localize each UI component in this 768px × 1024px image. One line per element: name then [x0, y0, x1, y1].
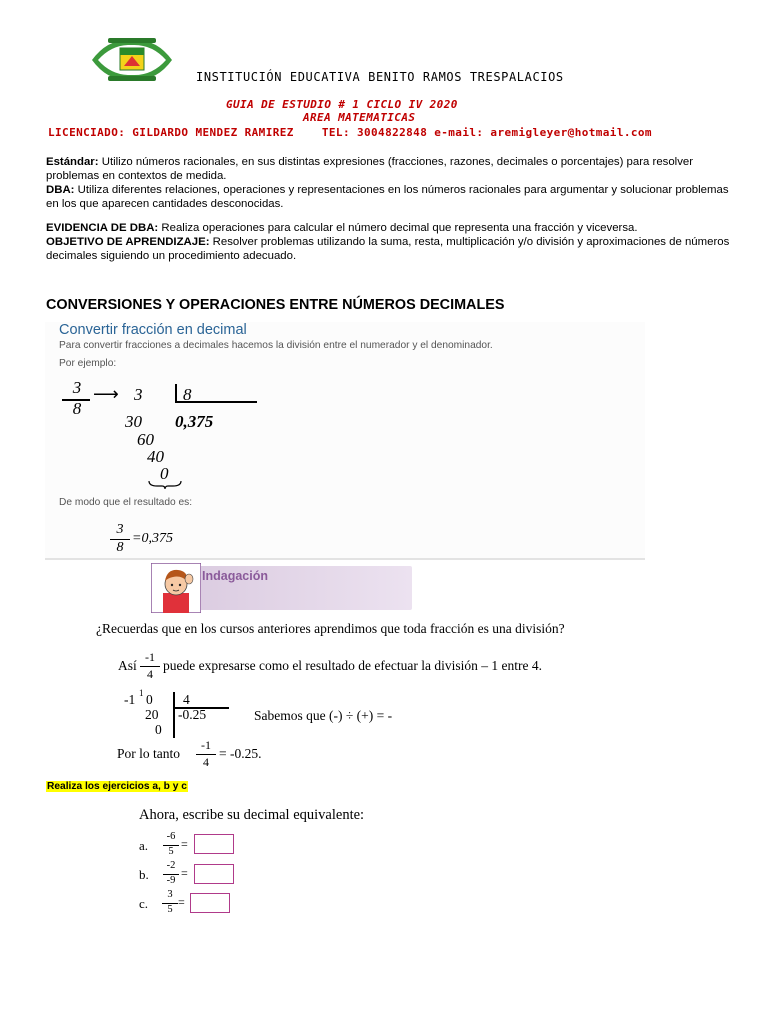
- conclusion-value: = -0.25.: [219, 746, 262, 761]
- dba-label: DBA:: [46, 184, 75, 196]
- exercise-a-num: -6: [166, 831, 176, 842]
- division-bracket: [175, 384, 177, 402]
- long-div-zero: 0: [146, 692, 153, 707]
- exercise-c-eq: =: [178, 895, 185, 909]
- convert-title: Convertir fracción en decimal: [59, 322, 247, 338]
- exercise-b-answer-box[interactable]: [194, 864, 234, 884]
- exercise-a-den: 5: [168, 846, 174, 857]
- step-2: 60: [137, 430, 154, 449]
- exercise-c-answer-box[interactable]: [190, 893, 230, 913]
- long-div-superscript: 1: [139, 688, 144, 698]
- exercise-prompt: Ahora, escribe su decimal equivalente:: [139, 807, 365, 823]
- dba-text: Utiliza diferentes relaciones, operaciones y representaciones en los números racionales para argumentar y solucionar problemas en los que aparecen cantidades desconocidas.: [46, 184, 729, 210]
- result-label: De modo que el resultado es:: [59, 497, 193, 508]
- convert-subtitle: Para convertir fracciones a decimales hacemos la división entre el numerador y el denominador.: [59, 340, 493, 351]
- area-title: AREA MATEMATICAS: [303, 111, 416, 124]
- quotient: 0,375: [175, 412, 214, 431]
- step-4: 0: [160, 464, 169, 483]
- exercise-a-answer-box[interactable]: [194, 834, 234, 854]
- step-3: 40: [147, 447, 164, 466]
- exercise-instruction: Realiza los ejercicios a, b y c: [47, 781, 187, 792]
- asi-label: Así: [118, 658, 137, 673]
- exercise-a-letter: a.: [139, 838, 149, 853]
- objective-paragraph: [46, 235, 732, 263]
- institution-name: INSTITUCIÓN EDUCATIVA BENITO RAMOS TRESPALACIOS: [196, 70, 564, 84]
- standard-paragraph: [46, 155, 732, 183]
- long-div-divisor: 4: [183, 692, 190, 707]
- long-div-bracket: [173, 692, 175, 738]
- thinking-boy-icon: [151, 563, 201, 613]
- long-div-dividend: -1: [124, 692, 136, 707]
- example-label: Por ejemplo:: [59, 358, 117, 369]
- inquiry-frac-den: 4: [147, 667, 153, 681]
- long-div-remainder: 0: [155, 722, 162, 737]
- result-value: =0,375: [132, 531, 173, 546]
- inquiry-frac-num: -1: [145, 650, 155, 664]
- objective-text: Resolver problemas utilizando la suma, resta, multiplicación y/o división y aproximaciones de números decimales siguiendo un procedimiento adecuado.: [46, 236, 730, 262]
- long-div-quotient: -0.25: [178, 707, 207, 722]
- dba-paragraph: [46, 183, 732, 211]
- teacher-line: LICENCIADO: GILDARDO MENDEZ RAMIREZ TEL: 3004822848 e-mail: aremigleyer@hotmail.com: [48, 126, 652, 139]
- evidence-text: Realiza operaciones para calcular el número decimal que representa una fracción y viceversa.: [158, 222, 638, 234]
- section-title: CONVERSIONES Y OPERACIONES ENTRE NÚMEROS DECIMALES: [46, 297, 505, 313]
- result-numerator: 3: [116, 522, 124, 537]
- convert-panel: [45, 322, 645, 560]
- exercise-c-num: 3: [167, 889, 173, 900]
- step-1: 30: [125, 412, 142, 431]
- inquiry-question: ¿Recuerdas que en los cursos anteriores aprendimos que toda fracción es una división?: [96, 621, 565, 636]
- exercise-b-letter: b.: [139, 867, 149, 882]
- exercise-b-den: -9: [166, 875, 176, 886]
- conclusion-frac-num: -1: [201, 738, 211, 752]
- exercise-b-eq: =: [181, 866, 188, 880]
- divisor: 8: [183, 385, 192, 404]
- exercise-b-num: -2: [166, 860, 176, 871]
- exercise-c-den: 5: [167, 904, 173, 915]
- fraction-numerator: 3: [72, 378, 82, 397]
- objective-label: OBJETIVO DE APRENDIZAJE:: [46, 236, 210, 248]
- exercise-a-eq: =: [181, 837, 188, 851]
- exercise-c-letter: c.: [139, 896, 149, 911]
- result-denominator: 8: [116, 540, 124, 555]
- conclusion-frac-den: 4: [203, 755, 209, 769]
- evidence-label: EVIDENCIA DE DBA:: [46, 222, 159, 234]
- standard-label: Estándar:: [46, 156, 99, 168]
- inquiry-title: Indagación: [202, 569, 268, 583]
- inquiry-expression: puede expresarse como el resultado de efectuar la división – 1 entre 4.: [163, 658, 542, 673]
- dividend: 3: [134, 385, 143, 404]
- guide-title: GUIA DE ESTUDIO # 1 CICLO IV 2020: [226, 98, 458, 111]
- long-div-step: 20: [145, 707, 159, 722]
- signs-rule: Sabemos que (-) ÷ (+) = -: [254, 708, 393, 723]
- school-logo: [88, 36, 176, 84]
- fraction-denominator: 8: [72, 399, 82, 418]
- evidence-paragraph: [46, 221, 732, 235]
- standard-text: Utilizo números racionales, en sus distintas expresiones (fracciones, razones, decimales o porcentajes) para resolver problemas en contextos de medida.: [46, 156, 694, 182]
- remainder-brace: [148, 479, 182, 489]
- arrow-icon: ⟶: [93, 384, 119, 405]
- conclusion-prefix: Por lo tanto: [117, 746, 180, 761]
